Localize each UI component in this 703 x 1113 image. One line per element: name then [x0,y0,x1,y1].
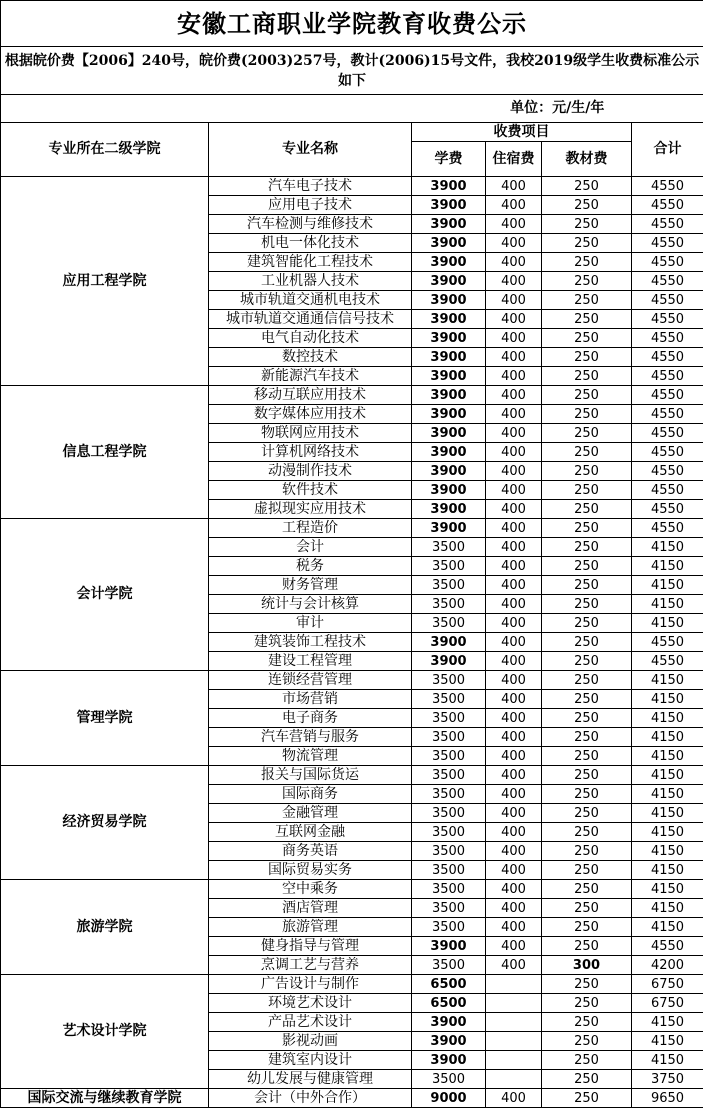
textbook-value: 250 [542,557,632,576]
college-name: 旅游学院 [1,880,209,975]
lodging-value: 400 [486,500,542,519]
table-row [1,766,703,785]
textbook-value: 250 [542,481,632,500]
tuition-value: 3900 [412,1051,486,1070]
major-name: 电子商务 [209,709,412,728]
major-name: 工程造价 [209,519,412,538]
tuition-value: 3900 [412,348,486,367]
tuition-value: 3500 [412,576,486,595]
textbook-value: 300 [542,956,632,975]
tuition-value: 3500 [412,880,486,899]
total-value: 4550 [632,519,703,538]
total-value: 4550 [632,424,703,443]
total-value: 4550 [632,443,703,462]
total-value: 4150 [632,595,703,614]
textbook-value: 250 [542,709,632,728]
major-name: 国际商务 [209,785,412,804]
textbook-value: 250 [542,880,632,899]
textbook-value: 250 [542,823,632,842]
tuition-value: 3900 [412,310,486,329]
tuition-value: 3900 [412,291,486,310]
college-name: 经济贸易学院 [1,766,209,880]
major-name: 税务 [209,557,412,576]
lodging-value: 400 [486,861,542,880]
textbook-value: 250 [542,424,632,443]
lodging-value [486,975,542,994]
total-value: 4550 [632,215,703,234]
textbook-value: 250 [542,671,632,690]
major-name: 电气自动化技术 [209,329,412,348]
major-name: 动漫制作技术 [209,462,412,481]
tuition-value: 3900 [412,253,486,272]
major-name: 统计与会计核算 [209,595,412,614]
major-name: 建设工程管理 [209,652,412,671]
textbook-value: 250 [542,177,632,196]
header-textbook: 教材费 [542,142,632,177]
textbook-value: 250 [542,519,632,538]
header-lodging: 住宿费 [486,142,542,177]
lodging-value: 400 [486,253,542,272]
lodging-value: 400 [486,557,542,576]
textbook-value: 250 [542,1089,632,1108]
textbook-value: 250 [542,348,632,367]
total-value: 4550 [632,462,703,481]
total-value: 4150 [632,747,703,766]
lodging-value: 400 [486,481,542,500]
total-value: 4150 [632,766,703,785]
total-value: 4150 [632,690,703,709]
total-value: 4150 [632,918,703,937]
major-name: 幼儿发展与健康管理 [209,1070,412,1089]
lodging-value: 400 [486,899,542,918]
textbook-value: 250 [542,690,632,709]
total-value: 4550 [632,405,703,424]
lodging-value: 400 [486,272,542,291]
lodging-value: 400 [486,177,542,196]
total-value: 4550 [632,652,703,671]
major-name: 汽车营销与服务 [209,728,412,747]
textbook-value: 250 [542,785,632,804]
lodging-value: 400 [486,690,542,709]
lodging-value [486,1070,542,1089]
tuition-value: 3900 [412,272,486,291]
textbook-value: 250 [542,196,632,215]
textbook-value: 250 [542,614,632,633]
table-row [1,519,703,538]
textbook-value: 250 [542,329,632,348]
major-name: 影视动画 [209,1032,412,1051]
major-name: 应用电子技术 [209,196,412,215]
major-name: 虚拟现实应用技术 [209,500,412,519]
major-name: 物联网应用技术 [209,424,412,443]
lodging-value: 400 [486,519,542,538]
total-value: 4150 [632,728,703,747]
tuition-value: 3500 [412,728,486,747]
total-value: 4150 [632,804,703,823]
college-name: 应用工程学院 [1,177,209,386]
textbook-value: 250 [542,937,632,956]
total-value: 4150 [632,823,703,842]
total-value: 4150 [632,576,703,595]
textbook-value: 250 [542,310,632,329]
total-value: 3750 [632,1070,703,1089]
tuition-value: 3500 [412,804,486,823]
college-name: 国际交流与继续教育学院 [1,1089,209,1108]
major-name: 国际贸易实务 [209,861,412,880]
textbook-value: 250 [542,443,632,462]
textbook-value: 250 [542,386,632,405]
tuition-value: 3500 [412,557,486,576]
major-name: 互联网金融 [209,823,412,842]
textbook-value: 250 [542,576,632,595]
major-name: 金融管理 [209,804,412,823]
lodging-value: 400 [486,652,542,671]
total-value: 4550 [632,348,703,367]
textbook-value: 250 [542,975,632,994]
textbook-value: 250 [542,405,632,424]
total-value: 4550 [632,367,703,386]
tuition-value: 3500 [412,785,486,804]
lodging-value: 400 [486,937,542,956]
total-value: 4150 [632,671,703,690]
lodging-value: 400 [486,918,542,937]
total-value: 4550 [632,329,703,348]
lodging-value: 400 [486,614,542,633]
textbook-value: 250 [542,1051,632,1070]
lodging-value: 400 [486,880,542,899]
major-name: 旅游管理 [209,918,412,937]
textbook-value: 250 [542,842,632,861]
total-value: 4550 [632,937,703,956]
lodging-value: 400 [486,633,542,652]
major-name: 物流管理 [209,747,412,766]
textbook-value: 250 [542,728,632,747]
textbook-value: 250 [542,994,632,1013]
major-name: 烹调工艺与营养 [209,956,412,975]
table-row [1,671,703,690]
lodging-value: 400 [486,823,542,842]
lodging-value: 400 [486,804,542,823]
tuition-value: 3500 [412,956,486,975]
table-row [1,386,703,405]
lodging-value: 400 [486,747,542,766]
tuition-value: 3900 [412,405,486,424]
tuition-value: 3500 [412,709,486,728]
textbook-value: 250 [542,861,632,880]
textbook-value: 250 [542,747,632,766]
lodging-value: 400 [486,766,542,785]
textbook-value: 250 [542,918,632,937]
lodging-value: 400 [486,424,542,443]
table-row [1,975,703,994]
lodging-value: 400 [486,196,542,215]
textbook-value: 250 [542,234,632,253]
major-name: 报关与国际货运 [209,766,412,785]
major-name: 数字媒体应用技术 [209,405,412,424]
total-value: 6750 [632,994,703,1013]
major-name: 工业机器人技术 [209,272,412,291]
lodging-value: 400 [486,576,542,595]
major-name: 汽车电子技术 [209,177,412,196]
header-major: 专业名称 [209,123,412,177]
total-value: 4550 [632,310,703,329]
college-name: 会计学院 [1,519,209,671]
total-value: 4550 [632,386,703,405]
header-total: 合计 [632,123,703,177]
college-name: 管理学院 [1,671,209,766]
tuition-value: 3900 [412,519,486,538]
major-name: 移动互联应用技术 [209,386,412,405]
major-name: 建筑装饰工程技术 [209,633,412,652]
textbook-value: 250 [542,291,632,310]
lodging-value: 400 [486,538,542,557]
total-value: 4150 [632,861,703,880]
tuition-value: 9000 [412,1089,486,1108]
header-tuition: 学费 [412,142,486,177]
total-value: 4550 [632,253,703,272]
tuition-value: 3500 [412,842,486,861]
tuition-value: 3500 [412,861,486,880]
lodging-value: 400 [486,462,542,481]
textbook-value: 250 [542,367,632,386]
lodging-value: 400 [486,367,542,386]
total-value: 4550 [632,196,703,215]
total-value: 4150 [632,842,703,861]
textbook-value: 250 [542,633,632,652]
major-name: 软件技术 [209,481,412,500]
lodging-value: 400 [486,386,542,405]
major-name: 商务英语 [209,842,412,861]
total-value: 4550 [632,291,703,310]
major-name: 数控技术 [209,348,412,367]
lodging-value [486,1013,542,1032]
lodging-value: 400 [486,443,542,462]
lodging-value [486,1051,542,1070]
textbook-value: 250 [542,766,632,785]
major-name: 城市轨道交通通信信号技术 [209,310,412,329]
tuition-value: 3900 [412,652,486,671]
tuition-value: 3900 [412,386,486,405]
textbook-value: 250 [542,804,632,823]
textbook-value: 250 [542,272,632,291]
major-name: 市场营销 [209,690,412,709]
tuition-value: 3900 [412,937,486,956]
tuition-value: 3900 [412,633,486,652]
total-value: 4550 [632,272,703,291]
header-college: 专业所在二级学院 [1,123,209,177]
tuition-value: 3900 [412,215,486,234]
tuition-value: 3900 [412,329,486,348]
lodging-value [486,994,542,1013]
total-value: 4150 [632,880,703,899]
lodging-value: 400 [486,291,542,310]
lodging-value: 400 [486,785,542,804]
total-value: 4150 [632,614,703,633]
textbook-value: 250 [542,1070,632,1089]
header-fee-group: 收费项目 [412,123,632,142]
total-value: 4550 [632,177,703,196]
textbook-value: 250 [542,1013,632,1032]
total-value: 4550 [632,234,703,253]
lodging-value: 400 [486,310,542,329]
tuition-value: 3500 [412,918,486,937]
major-name: 健身指导与管理 [209,937,412,956]
lodging-value: 400 [486,728,542,747]
tuition-value: 3900 [412,462,486,481]
tuition-value: 3900 [412,367,486,386]
major-name: 连锁经营管理 [209,671,412,690]
total-value: 6750 [632,975,703,994]
major-name: 审计 [209,614,412,633]
page-title: 安徽工商职业学院教育收费公示 [1,1,703,47]
total-value: 4150 [632,1013,703,1032]
total-value: 4550 [632,481,703,500]
total-value: 4150 [632,785,703,804]
college-name: 艺术设计学院 [1,975,209,1089]
textbook-value: 250 [542,1032,632,1051]
blank-cell [1,95,412,123]
major-name: 会计 [209,538,412,557]
textbook-value: 250 [542,538,632,557]
tuition-value: 3500 [412,899,486,918]
total-value: 4150 [632,899,703,918]
tuition-value: 3500 [412,595,486,614]
tuition-value: 3500 [412,766,486,785]
table-row [1,177,703,196]
lodging-value: 400 [486,215,542,234]
tuition-value: 3500 [412,1070,486,1089]
lodging-value: 400 [486,1089,542,1108]
major-name: 建筑智能化工程技术 [209,253,412,272]
lodging-value: 400 [486,234,542,253]
textbook-value: 250 [542,500,632,519]
major-name: 城市轨道交通机电技术 [209,291,412,310]
lodging-value: 400 [486,709,542,728]
tuition-value: 3900 [412,177,486,196]
total-value: 9650 [632,1089,703,1108]
major-name: 汽车检测与维修技术 [209,215,412,234]
table-row [1,880,703,899]
tuition-value: 6500 [412,994,486,1013]
textbook-value: 250 [542,899,632,918]
unit-label: 单位：元/生/年 [412,95,703,123]
major-name: 环境艺术设计 [209,994,412,1013]
lodging-value: 400 [486,329,542,348]
major-name: 广告设计与制作 [209,975,412,994]
major-name: 机电一体化技术 [209,234,412,253]
tuition-value: 3500 [412,671,486,690]
lodging-value: 400 [486,842,542,861]
tuition-value: 3500 [412,614,486,633]
tuition-value: 3900 [412,424,486,443]
major-name: 新能源汽车技术 [209,367,412,386]
textbook-value: 250 [542,595,632,614]
college-name: 信息工程学院 [1,386,209,519]
tuition-value: 3500 [412,690,486,709]
lodging-value: 400 [486,595,542,614]
total-value: 4150 [632,1051,703,1070]
tuition-value: 3900 [412,1032,486,1051]
tuition-value: 6500 [412,975,486,994]
lodging-value: 400 [486,405,542,424]
tuition-value: 3900 [412,1013,486,1032]
textbook-value: 250 [542,215,632,234]
total-value: 4550 [632,633,703,652]
total-value: 4150 [632,1032,703,1051]
major-name: 产品艺术设计 [209,1013,412,1032]
lodging-value: 400 [486,956,542,975]
total-value: 4200 [632,956,703,975]
textbook-value: 250 [542,253,632,272]
tuition-value: 3900 [412,500,486,519]
tuition-value: 3900 [412,234,486,253]
total-value: 4150 [632,709,703,728]
major-name: 酒店管理 [209,899,412,918]
tuition-value: 3500 [412,823,486,842]
notice-text: 根据皖价费【2006】240号，皖价费(2003)257号，教计(2006)15号文件，我校2019级学生收费标准公示如下 [1,47,703,95]
total-value: 4150 [632,538,703,557]
textbook-value: 250 [542,462,632,481]
major-name: 财务管理 [209,576,412,595]
table-row [1,1089,703,1108]
total-value: 4150 [632,557,703,576]
tuition-value: 3900 [412,481,486,500]
tuition-value: 3900 [412,196,486,215]
textbook-value: 250 [542,652,632,671]
lodging-value: 400 [486,348,542,367]
tuition-value: 3500 [412,747,486,766]
tuition-value: 3500 [412,538,486,557]
major-name: 建筑室内设计 [209,1051,412,1070]
lodging-value [486,1032,542,1051]
major-name: 空中乘务 [209,880,412,899]
tuition-value: 3900 [412,443,486,462]
lodging-value: 400 [486,671,542,690]
total-value: 4550 [632,500,703,519]
major-name: 计算机网络技术 [209,443,412,462]
major-name: 会计（中外合作） [209,1089,412,1108]
